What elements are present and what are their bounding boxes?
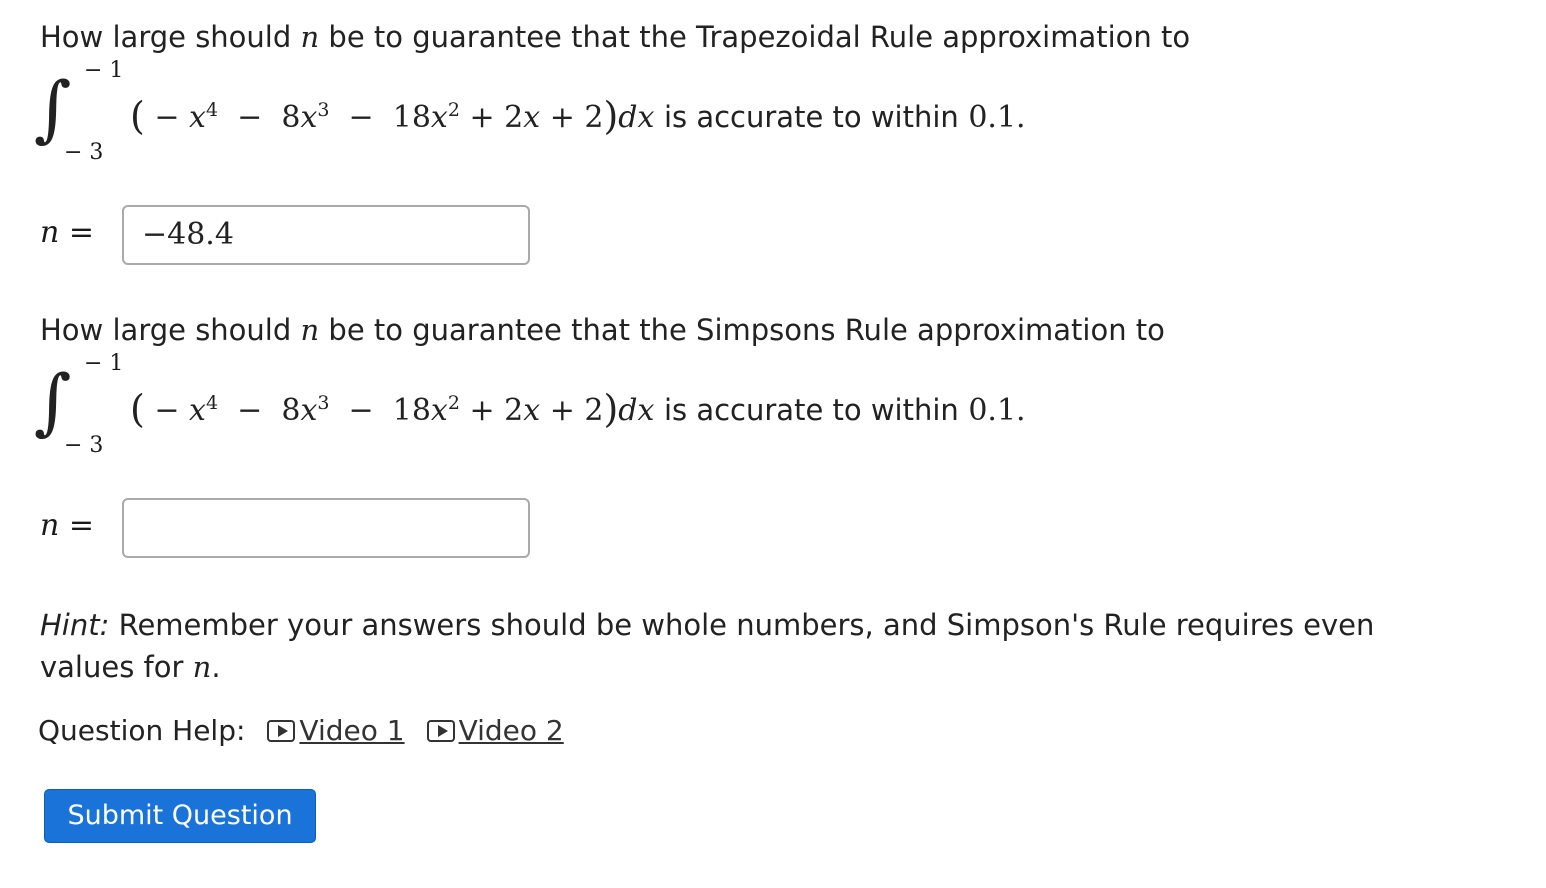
integral-tail-text: is accurate to within [663,393,959,427]
n-label: n = [40,215,95,250]
hint-label: Hint: [40,608,110,642]
prompt-text: be to guarantee that the Simpsons Rule approximation to [328,313,1165,347]
trapezoidal-answer-input[interactable]: −48.4 [122,205,530,265]
prompt-variable: n [300,20,320,54]
question-help-label: Question Help: [38,714,246,747]
upper-limit: − 1 [84,351,124,376]
tolerance-value: 0.1. [968,100,1026,135]
tolerance-value: 0.1. [968,393,1026,428]
integrand: ( − $x^4 - 8x^3 - 18x^2 + 2x + 2)dx$ is accurate to within 0.1. [130,94,1026,138]
question2-integral [30,351,1130,463]
hint-variable: n [192,650,212,684]
integrand: ( − $x^4 - 8x^3 - 18x^2 + 2x + 2)dx$ is accurate to within 0.1. [130,387,1026,431]
question2-prompt [40,313,1165,347]
hint-text: Hint: Remember your answers should be whole numbers, and Simpson's Rule requires even values for n. [40,608,1375,684]
prompt-text: How large should [40,313,292,347]
lower-limit: − 3 [64,433,104,458]
integral-sign-icon: ∫ [34,66,72,150]
prompt-text: be to guarantee that the Trapezoidal Rule approximation to [328,20,1191,54]
n-label: n = [40,508,95,543]
prompt-text: How large should [40,20,292,54]
video-1-link[interactable]: Video 1 [267,714,404,747]
play-icon [267,720,295,742]
integral-tail-text: is accurate to within [663,100,959,134]
lower-limit: − 3 [64,140,104,165]
prompt-variable: n [300,313,320,347]
question1-prompt [40,20,1190,54]
question1-integral [30,58,1130,170]
submit-question-button[interactable]: Submit Question [44,789,316,843]
question-help [38,714,564,747]
simpsons-answer-input[interactable] [122,498,530,558]
integral-sign-icon: ∫ [34,359,72,443]
video-2-link[interactable]: Video 2 [427,714,564,747]
play-icon [427,720,455,742]
hint-body: Remember your answers should be whole numbers, and Simpson's Rule requires even values for [40,608,1375,684]
upper-limit: − 1 [84,58,124,83]
